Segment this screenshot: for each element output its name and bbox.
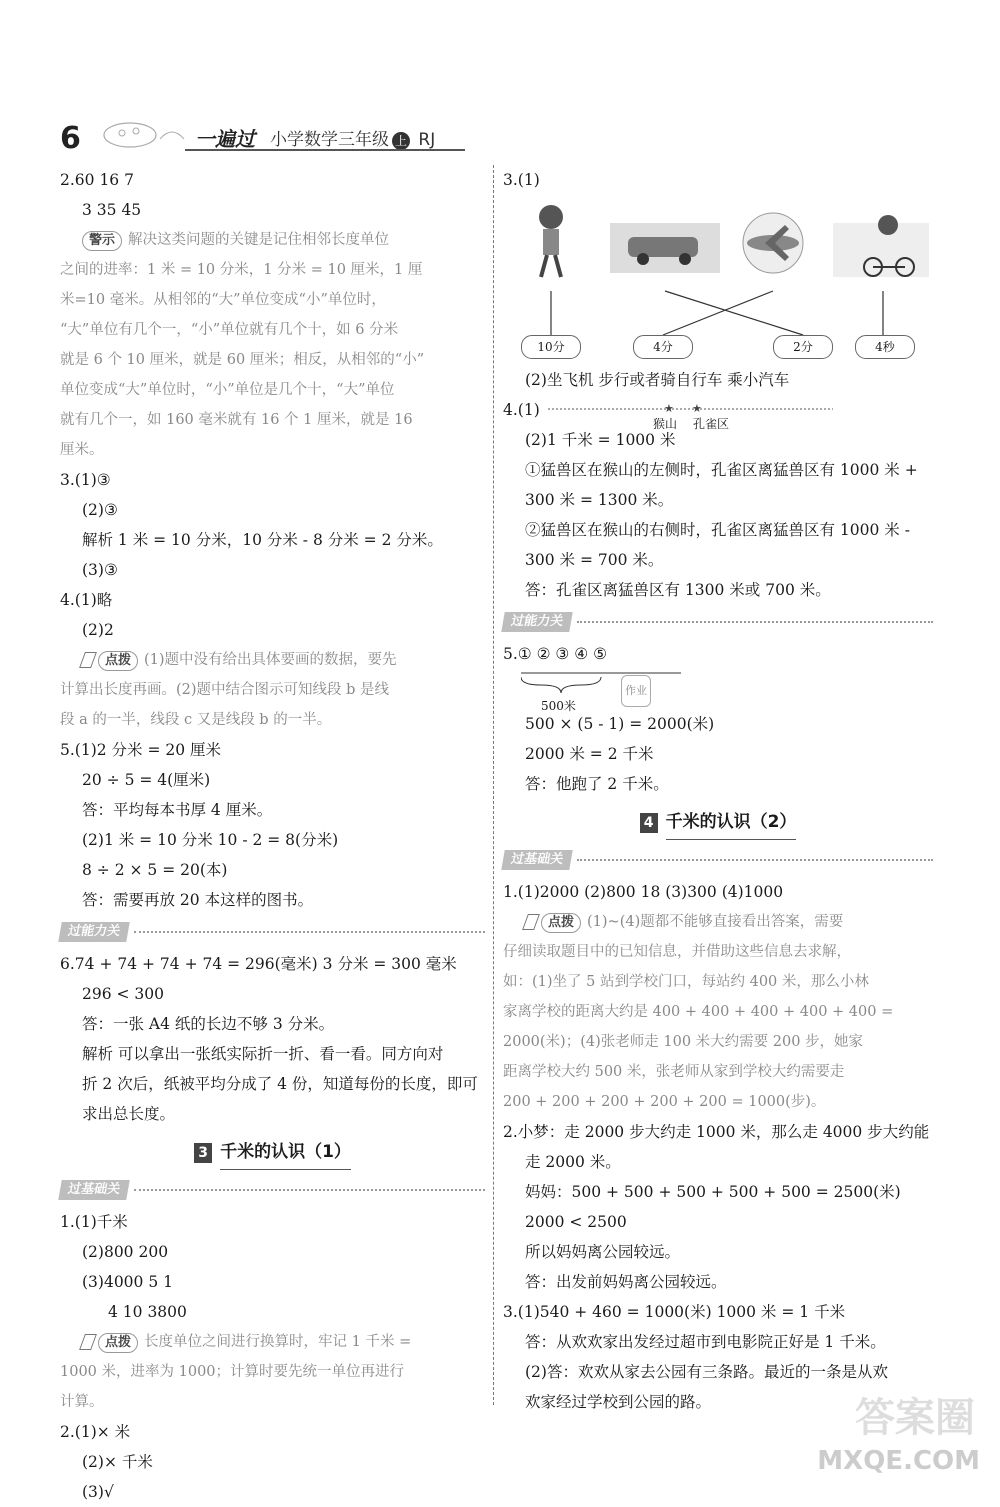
- section-title: 千米的认识（2）: [666, 807, 797, 840]
- warning-tag: 警示: [82, 231, 122, 251]
- left-column: [60, 165, 485, 1507]
- answer-line: 4.(1)略: [60, 591, 113, 609]
- map-label: 孔雀区: [693, 417, 730, 431]
- band-rule: [577, 621, 933, 623]
- note-line: 厘米。: [60, 442, 104, 458]
- hint-tag: 点拨: [98, 651, 138, 671]
- explanation-line: 解析 可以拿出一张纸实际折一折、看一看。同方向对: [82, 1045, 444, 1063]
- answer-line: 300 米 = 700 米。: [525, 551, 664, 569]
- section-band: [503, 609, 933, 635]
- answer-line: 3 35 45: [82, 201, 142, 219]
- note-line: 家离学校的距离大约是 400 + 400 + 400 + 400 + 400 =: [503, 1004, 894, 1020]
- answer-line: 1.(1)2000 (2)800 18 (3)300 (4)1000: [503, 883, 784, 901]
- answer-line: 走 2000 米。: [525, 1153, 621, 1171]
- section-heading: [503, 805, 933, 841]
- answer-line: 欢家经过学校到公园的路。: [525, 1393, 712, 1411]
- band-label: 过能力关: [58, 922, 130, 942]
- distance-label: 500米: [541, 699, 576, 713]
- note-line: 计算出长度再画。(2)题中结合图示可知线段 b 是线: [60, 682, 390, 698]
- svg-text:★: ★: [664, 402, 674, 415]
- answer-line: 答：一张 A4 纸的长边不够 3 分米。: [82, 1015, 335, 1033]
- answer-line: 妈妈：500 + 500 + 500 + 500 + 500 = 2500(米): [525, 1183, 901, 1201]
- answer-line: (2)× 千米: [82, 1453, 153, 1471]
- answer-line: 296 < 300: [82, 985, 165, 1003]
- answer-line: 答：孔雀区离猛兽区有 1300 米或 700 米。: [525, 581, 831, 599]
- pencil-icon: [79, 652, 97, 668]
- hint-note: [60, 1327, 485, 1417]
- section-heading: [60, 1135, 485, 1171]
- note-line: 单位变成“大”单位时，“小”单位是几个十，“大”单位: [60, 382, 395, 398]
- matching-diagram: [503, 195, 933, 354]
- cyclist-icon: [833, 215, 929, 277]
- answer-line: 5.(1)2 分米 = 20 厘米: [60, 741, 222, 759]
- column-divider: [493, 165, 494, 1405]
- section-band: [503, 847, 933, 873]
- stamp-label: 作业: [621, 675, 651, 707]
- answer-line: (3)4000 5 1: [82, 1273, 173, 1291]
- decorative-doodle-icon: [100, 115, 190, 153]
- answer-line: (2)答：欢欢从家去公园有三条路。最近的一条是从欢: [525, 1363, 888, 1381]
- note-line: 解决这类问题的关键是记住相邻长度单位: [128, 232, 390, 248]
- note-line: 米=10 毫米。从相邻的“大”单位变成“小”单位时，: [60, 292, 386, 308]
- page-header: [55, 115, 465, 155]
- time-label: 10分: [521, 335, 581, 359]
- explanation-line: 折 2 次后，纸被平均分成了 4 份，知道每份的长度，即可: [82, 1075, 478, 1093]
- answer-line: (2)2: [82, 621, 114, 639]
- map-label: 猴山: [653, 417, 678, 431]
- hint-tag: 点拨: [98, 1333, 138, 1353]
- band-rule: [134, 1189, 485, 1191]
- answer-line: (2)1 千米 = 1000 米: [525, 431, 676, 449]
- answer-line: 2.小梦：走 2000 步大约走 1000 米，那么走 4000 步大约能: [503, 1123, 930, 1141]
- note-line: 就是 6 个 10 厘米，就是 60 厘米；相反，从相邻的“小”: [60, 352, 425, 368]
- answer-line: (2)800 200: [82, 1243, 169, 1261]
- band-label: 过能力关: [501, 612, 573, 632]
- hint-tag: 点拨: [541, 913, 581, 933]
- explanation-line: 求出总长度。: [82, 1105, 176, 1123]
- running-diagram: [503, 669, 933, 713]
- note-line: 计算。: [60, 1394, 104, 1410]
- walking-boy-icon: [539, 205, 563, 277]
- answer-line: 20 ÷ 5 = 4(厘米): [82, 771, 211, 789]
- pencil-icon: [79, 1334, 97, 1350]
- time-label: 2分: [773, 335, 833, 359]
- answer-line: 2.(1)× 米: [60, 1423, 131, 1441]
- answer-line: 2000 < 2500: [525, 1213, 627, 1231]
- note-line: (1)题中没有给出具体要画的数据，要先: [144, 652, 397, 668]
- hint-note: [60, 645, 485, 735]
- note-line: 距离学校大约 500 米，张老师从家到学校大约需要走: [503, 1064, 845, 1080]
- answer-line: 6.74 + 74 + 74 + 74 = 296(毫米) 3 分米 = 300 毫米: [60, 955, 457, 973]
- watermark-site: MXQE.COM: [817, 1446, 980, 1476]
- answer-line: 2.60 16 7: [60, 171, 134, 189]
- section-number: 3: [194, 1143, 212, 1163]
- answer-line: (3)√: [82, 1483, 114, 1501]
- answer-line: 答：需要再放 20 本这样的图书。: [82, 891, 314, 909]
- answer-line: 所以妈妈离公园较远。: [525, 1243, 681, 1261]
- subject-label: 小学数学三年级 上 RJ: [270, 130, 436, 150]
- answer-line: 答：从欢欢家出发经过超市到电影院正好是 1 千米。: [525, 1333, 886, 1351]
- answer-line: 1.(1)千米: [60, 1213, 128, 1231]
- band-rule: [577, 859, 933, 861]
- note-line: 长度单位之间进行换算时，牢记 1 千米 =: [144, 1334, 412, 1350]
- answer-line: (2)③: [82, 501, 118, 519]
- section-band: [60, 919, 485, 945]
- answer-line: 答：出发前妈妈离公园较远。: [525, 1273, 727, 1291]
- warning-note: [60, 225, 485, 465]
- section-number: 4: [640, 813, 658, 833]
- answer-line: 3.(1)540 + 460 = 1000(米) 1000 米 = 1 千米: [503, 1303, 846, 1321]
- hint-note: [503, 907, 933, 1117]
- band-label: 过基础关: [501, 850, 573, 870]
- answer-line: (3)③: [82, 561, 118, 579]
- right-column: [503, 165, 933, 1417]
- svg-text:★: ★: [692, 402, 702, 415]
- answer-line: (2)1 米 = 10 分米 10 - 2 = 8(分米): [82, 831, 339, 849]
- answer-line: 答：他跑了 2 千米。: [525, 775, 669, 793]
- note-line: “大”单位有几个一，“小”单位就有几个十，如 6 分米: [60, 322, 399, 338]
- note-line: 200 + 200 + 200 + 200 + 200 = 1000(步)。: [503, 1094, 826, 1110]
- airplane-icon: [743, 213, 803, 273]
- watermark-logo: 答案圈: [855, 1395, 975, 1441]
- answer-label: 4.(1): [503, 401, 540, 419]
- volume-badge: 上: [392, 132, 410, 150]
- answer-line: (2)坐飞机 步行或者骑自行车 乘小汽车: [525, 371, 790, 389]
- time-label: 4秒: [855, 335, 915, 359]
- note-line: 段 a 的一半，线段 c 又是线段 b 的一半。: [60, 712, 332, 728]
- note-line: (1)~(4)题都不能够直接看出答案，需要: [587, 914, 844, 930]
- answer-line: 3.(1)③: [60, 471, 111, 489]
- car-icon: [610, 223, 720, 273]
- answer-line: 2000 米 = 2 千米: [525, 745, 654, 763]
- answer-line: 500 × (5 - 1) = 2000(米): [525, 715, 715, 733]
- time-label: 4分: [633, 335, 693, 359]
- band-label: 过基础关: [58, 1180, 130, 1200]
- note-line: 2000(米)；(4)张老师走 100 米大约需要 200 步，她家: [503, 1034, 864, 1050]
- answer-line: ①猛兽区在猴山的左侧时，孔雀区离猛兽区有 1000 米 +: [525, 461, 918, 479]
- note-line: 之间的进率：1 米 = 10 分米，1 分米 = 10 厘米，1 厘: [60, 262, 423, 278]
- brand-logo: 一遍过: [195, 127, 255, 151]
- note-line: 如：(1)坐了 5 站到学校门口，每站约 400 米，那么小林: [503, 974, 869, 990]
- matching-illustration: [503, 195, 933, 345]
- note-line: 仔细读取题目中的已知信息，并借助这些信息去求解，: [503, 944, 851, 960]
- section-title: 千米的认识（1）: [220, 1137, 351, 1170]
- header-rule: [185, 149, 465, 151]
- note-line: 就有几个一，如 160 毫米就有 16 个 1 厘米，就是 16: [60, 412, 413, 428]
- explanation-line: 解析 1 米 = 10 分米，10 分米 - 8 分米 = 2 分米。: [82, 531, 443, 549]
- answer-line: 8 ÷ 2 × 5 = 20(本): [82, 861, 228, 879]
- answer-line: 300 米 = 1300 米。: [525, 491, 674, 509]
- edition-label: RJ: [418, 130, 436, 150]
- section-band: [60, 1177, 485, 1203]
- answer-line: 答：平均每本书厚 4 厘米。: [82, 801, 273, 819]
- map-line: [503, 395, 933, 431]
- band-rule: [134, 931, 485, 933]
- page-number: 6: [60, 121, 81, 156]
- answer-line: 4 10 3800: [108, 1303, 187, 1321]
- note-line: 1000 米，进率为 1000；计算时要先统一单位再进行: [60, 1364, 405, 1380]
- pencil-icon: [522, 914, 540, 930]
- answer-line: ②猛兽区在猴山的右侧时，孔雀区离猛兽区有 1000 米 -: [525, 521, 910, 539]
- answer-line: 5.① ② ③ ④ ⑤: [503, 645, 607, 663]
- answer-line: 3.(1): [503, 171, 540, 189]
